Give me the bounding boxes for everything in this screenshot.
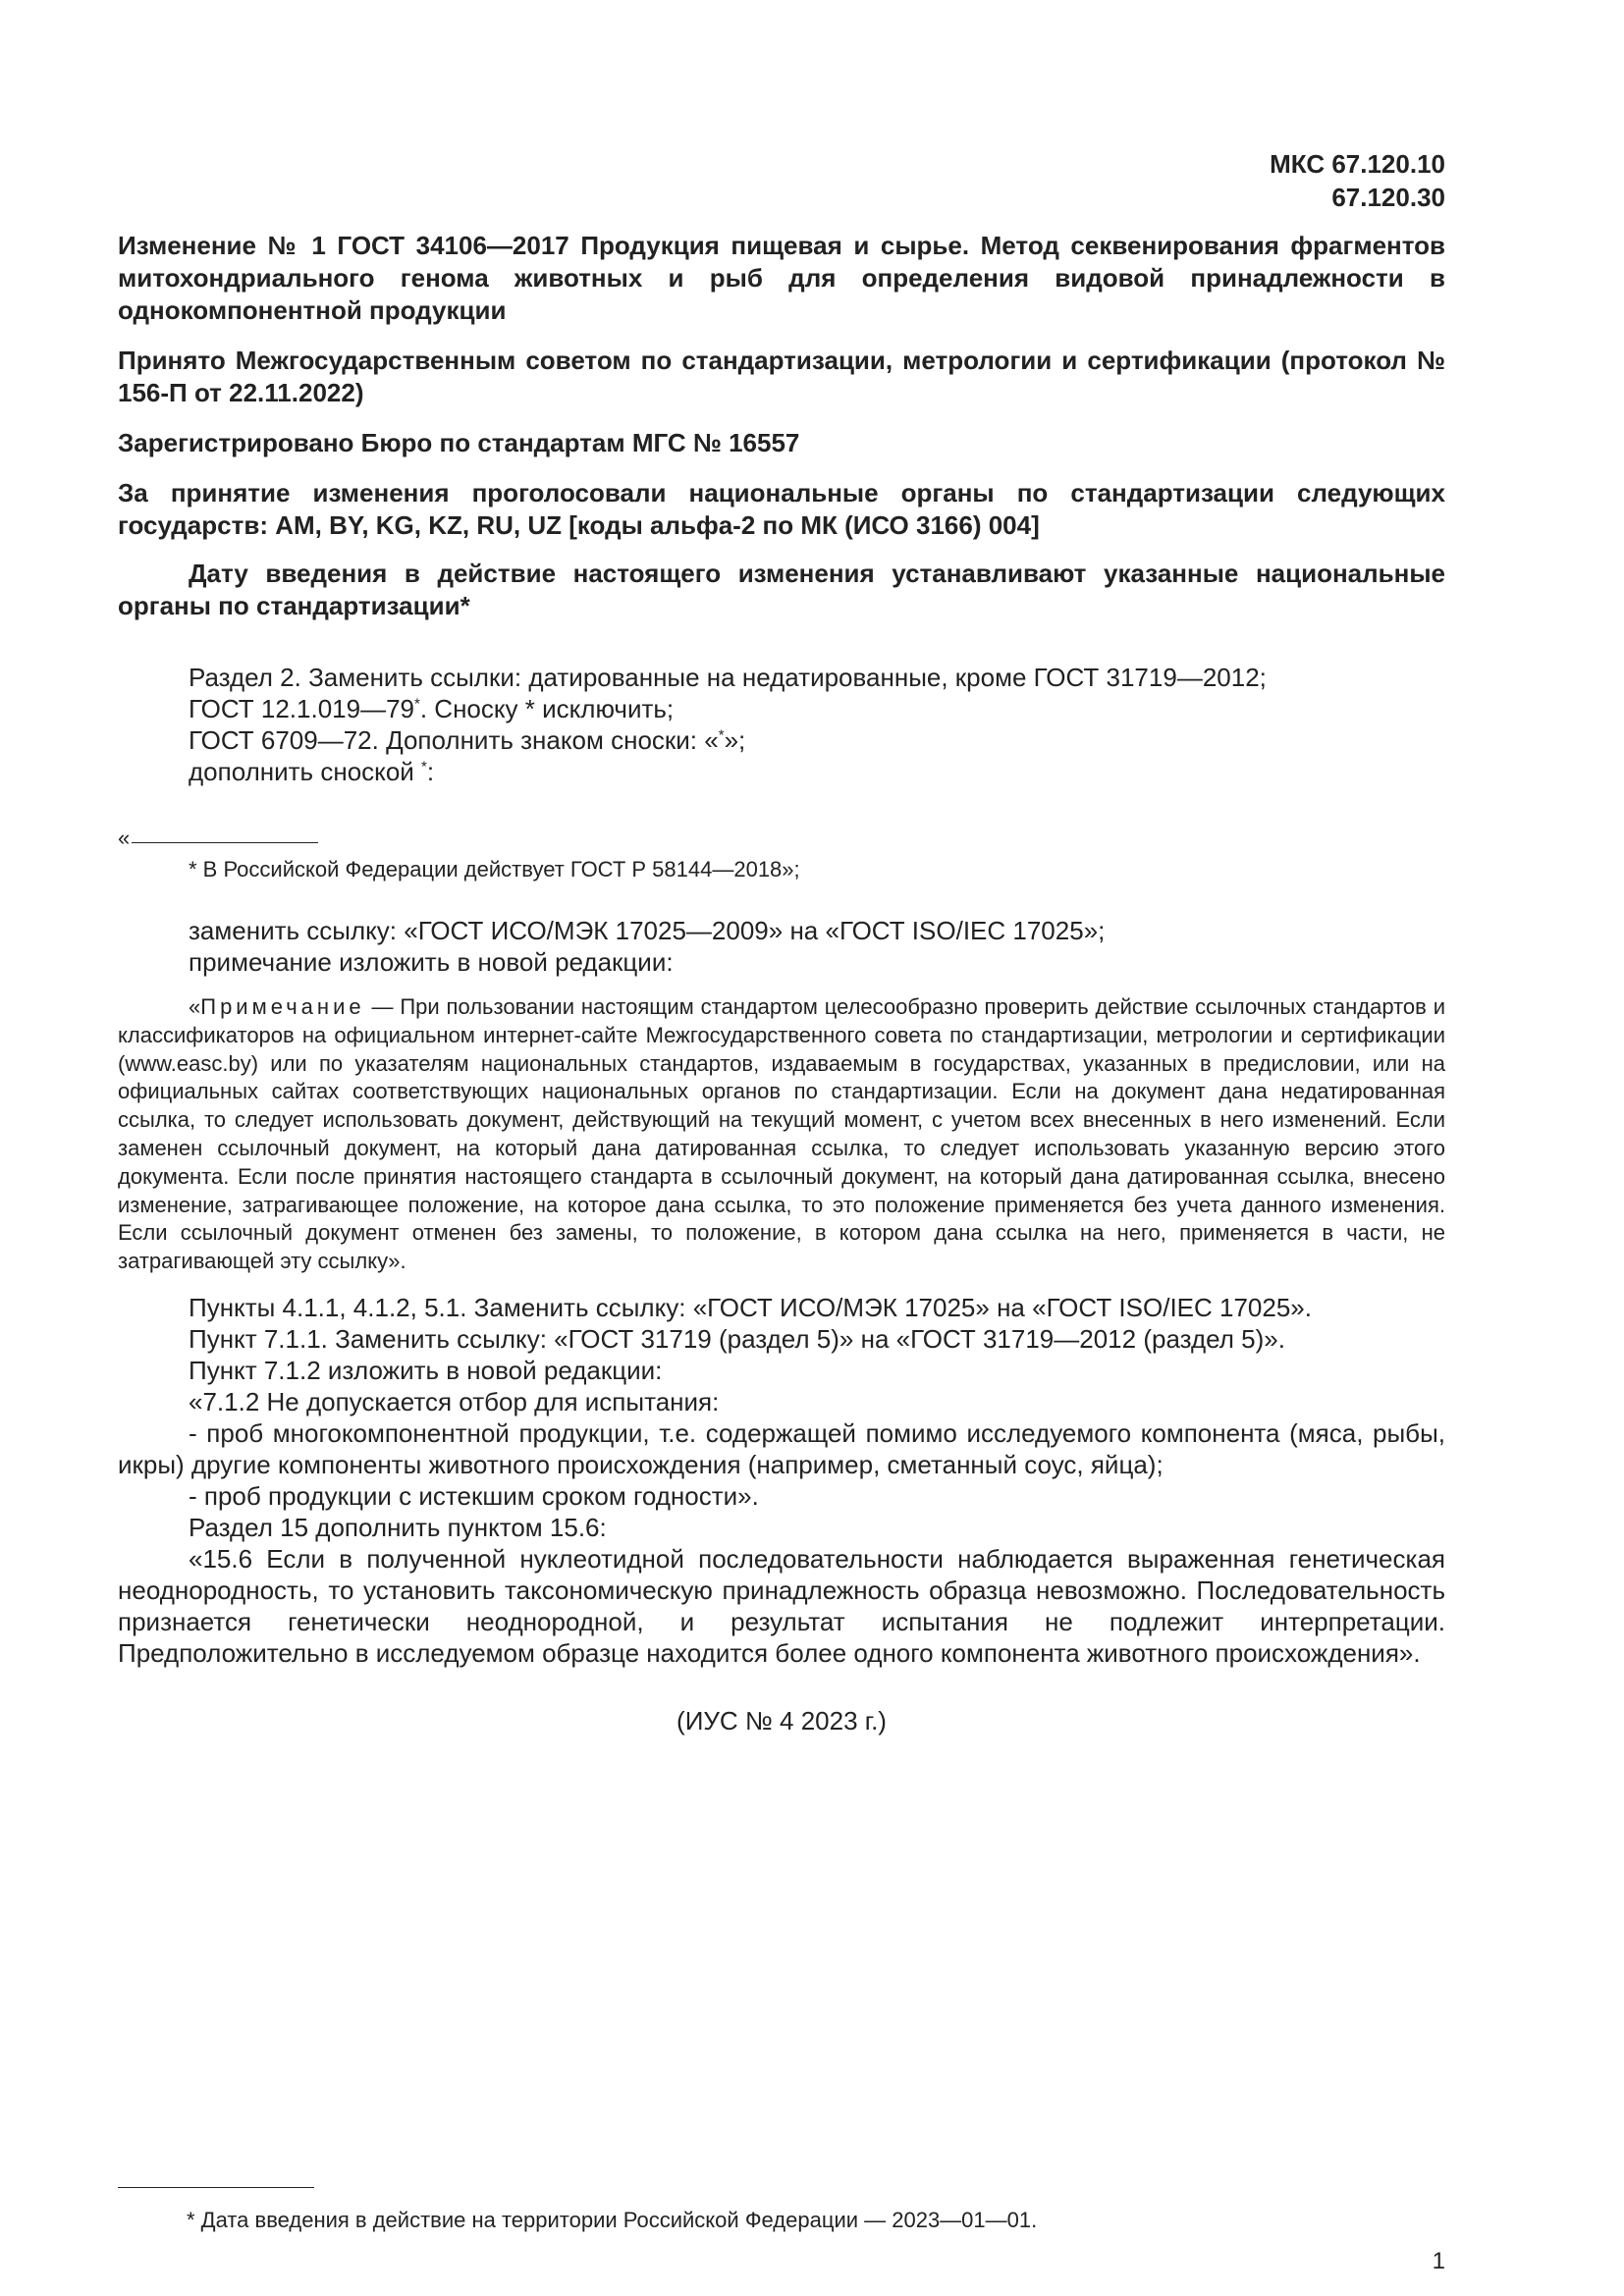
document-page <box>118 147 1445 1736</box>
footnote-mark: * <box>414 695 420 713</box>
footnote-mark: * <box>421 758 427 775</box>
section-2-line-1: Раздел 2. Заменить ссылки: датированные на недатированные, кроме ГОСТ 31719—2012; <box>189 663 1267 692</box>
item-point-7-1-1: Пункт 7.1.1. Заменить ссылку: «ГОСТ 31719 (раздел 5)» на «ГОСТ 31719—2012 (раздел 5)». <box>189 1323 1285 1354</box>
amendment-title: Изменение № 1 ГОСТ 34106—2017 Продукция пищевая и сырье. Метод секвенирования фрагментов митохондриального генома животных и рыб для определения видовой принадлежности в однокомпонентной продукции <box>118 231 1445 325</box>
item-points-4-1: Пункты 4.1.1, 4.1.2, 5.1. Заменить ссылку: «ГОСТ ИСО/МЭК 17025» на «ГОСТ ISO/IEC 17025». <box>189 1292 1312 1322</box>
footnote-divider <box>132 842 318 843</box>
mks-codes <box>118 147 1445 214</box>
page-footnote: * Дата введения в действие на территории Российской Федерации — 2023—01—01. <box>187 2208 1038 2232</box>
item-multicomponent: - проб многокомпонентной продукции, т.е. содержащей помимо исследуемого компонента (мяса, рыбы, икры) другие компоненты животного происхождения (например, сметанный соус, яйца); <box>118 1417 1445 1479</box>
ius-reference: (ИУС № 4 2023 г.) <box>677 1705 887 1735</box>
inserted-footnote-rule <box>118 828 1445 848</box>
mks-code-2: 67.120.30 <box>1331 183 1445 212</box>
inserted-footnote-text: * В Российской Федерации действует ГОСТ Р 58144—2018»; <box>189 857 800 881</box>
text-fragment: : <box>426 757 435 786</box>
replace-line-2: примечание изложить в новой редакции: <box>189 947 674 977</box>
page-number: 1 <box>1432 2248 1445 2274</box>
footnote-mark: * <box>718 726 725 744</box>
effective-date-statement: Дату введения в действие настоящего изменения устанавливают указанные национальные органы по стандартизации* <box>118 559 1445 620</box>
page-footnote-divider <box>118 2187 314 2188</box>
note-label: Примечание <box>200 994 365 1019</box>
amendment-items <box>118 1292 1445 1669</box>
replace-reference-block <box>118 915 1445 978</box>
text-fragment: »; <box>724 725 746 755</box>
section-2-changes <box>118 662 1445 787</box>
section-2-line-3 <box>189 724 1445 756</box>
mks-code-1: МКС 67.120.10 <box>1270 149 1445 179</box>
text-fragment: ГОСТ 12.1.019—79 <box>189 694 414 723</box>
text-fragment: ГОСТ 6709—72. Дополнить знаком сноски: « <box>189 725 719 755</box>
item-point-7-1-2: Пункт 7.1.2 изложить в новой редакции: <box>189 1355 663 1385</box>
item-expired: - проб продукции с истекшим сроком годности». <box>189 1480 759 1511</box>
voting-statement: За принятие изменения проголосовали национальные органы по стандартизации следующих государств: AM, BY, KG, KZ, RU, UZ [коды альфа-2 по МК (ИСО 3166) 004] <box>118 478 1445 540</box>
registration-statement: Зарегистрировано Бюро по стандартам МГС № 16557 <box>118 428 800 457</box>
item-15-6-text: «15.6 Если в полученной нуклеотидной последовательности наблюдается выраженная генетическая неоднородность, то установить таксономическую принадлежность образца невозможно. Последовательность признается генетически неоднородной, и результат испытания не подлежит интерпретации. Предположительно в исследуемом образце находится более одного компонента животного происхождения». <box>118 1543 1445 1668</box>
note-paragraph <box>118 993 1445 1276</box>
text-fragment: дополнить сноской <box>189 757 422 786</box>
item-7-1-2-text: «7.1.2 Не допускается отбор для испытания: <box>189 1386 720 1416</box>
replace-line-1: заменить ссылку: «ГОСТ ИСО/МЭК 17025—2009» на «ГОСТ ISO/IEC 17025»; <box>189 916 1106 945</box>
note-quote: « <box>189 994 201 1019</box>
section-2-line-2 <box>189 693 1445 724</box>
item-section-15: Раздел 15 дополнить пунктом 15.6: <box>189 1512 607 1542</box>
opening-quote: « <box>118 826 131 850</box>
note-text: — При пользовании настоящим стандартом целесообразно проверить действие ссылочных стандартов и классификаторов на официальном интернет-сайте Межгосударственного совета по стандартизации, метрологии и сертификации (www.easc.by) или по указателям национальных стандартов, издаваемым в государствах, указанных в предисловии, или на официальных сайтах соответствующих национальных органов по стандартизации. Если на документ дана недатированная ссылка, то следует использовать документ, действующий на текущий момент, с учетом всех внесенных в него изменений. Если заменен ссылочный документ, на который дана датированная ссылка, то следует использовать указанную версию этого документа. Если после принятия настоящего стандарта в ссылочный документ, на который дана датированная ссылка, внесено изменение, затрагивающее положение, на которое дана ссылка, то это положение применяется без учета данного изменения. Если ссылочный документ отменен без замены, то положение, в котором дана ссылка на него, применяется в части, не затрагивающей эту ссылку». <box>118 994 1445 1274</box>
section-2-line-4 <box>189 756 1445 787</box>
adopted-statement: Принято Межгосударственным советом по стандартизации, метрологии и сертификации (протокол № 156-П от 22.11.2022) <box>118 346 1445 407</box>
text-fragment: . Сноску * исключить; <box>419 694 675 723</box>
